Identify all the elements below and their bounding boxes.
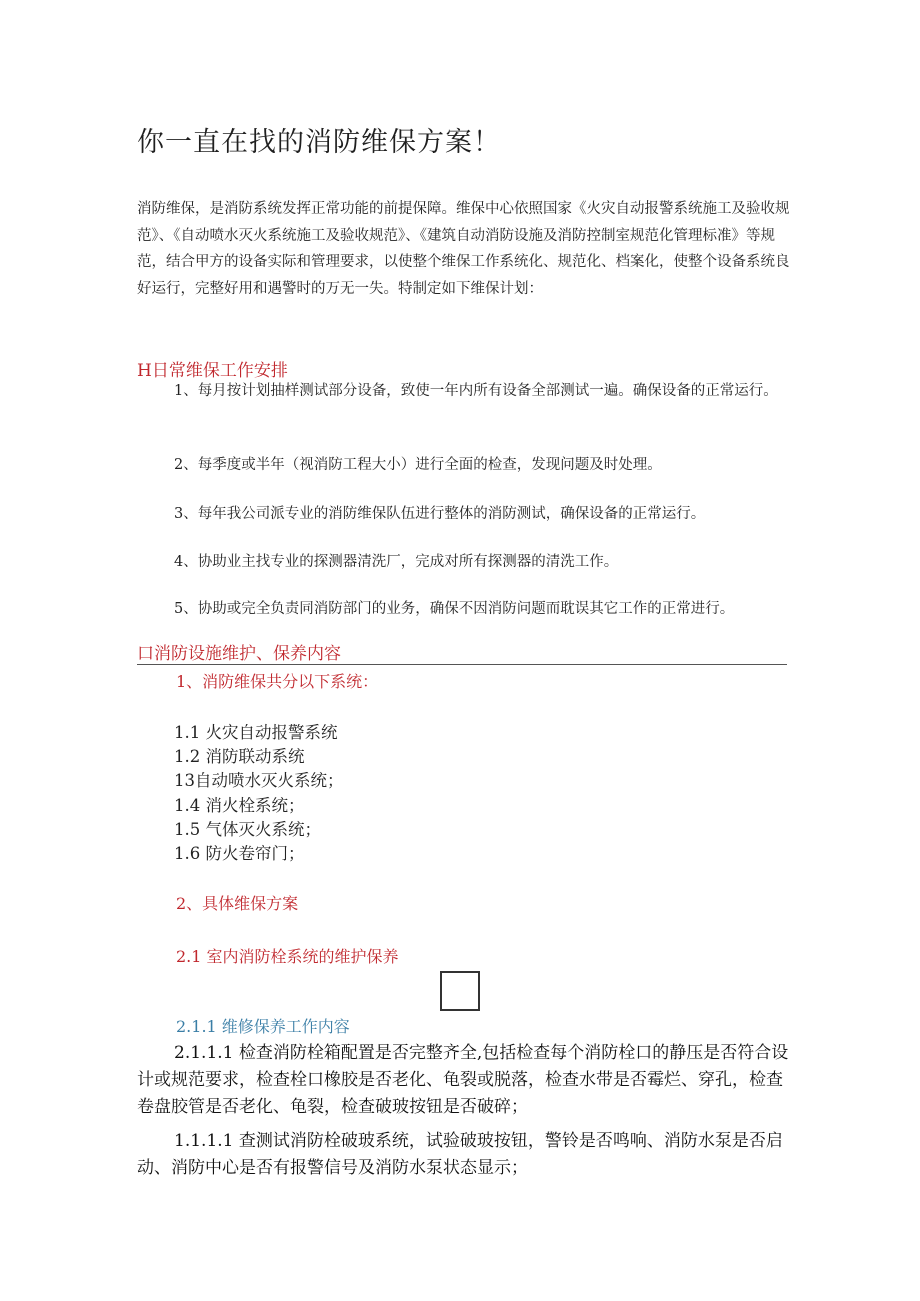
system-item: 1.2 消防联动系统 [174, 747, 305, 766]
page-title: 你一直在找的消防维保方案！ [137, 127, 501, 158]
list-item: 2、每季度或半年（视消防工程大小）进行全面的检查，发现问题及时处理。 [174, 457, 662, 473]
subheading-plan: 2、具体维保方案 [176, 894, 299, 913]
subheading-work-content: 2.1.1 维修保养工作内容 [176, 1017, 350, 1036]
intro-paragraph: 消防维保，是消防系统发挥正常功能的前提保障。维保中心依照国家《火灾自动报警系统施工及验收规范》、《自动喷水灭火系统施工及验收规范》、《建筑自动消防设施及消防控制室规范化管理标准》等规范，结合甲方的设备实际和管理要求，以使整个维保工作系统化、规范化、档案化，使整个设备系统良好运行，完整好用和遇警时的万无一失。特制定如下维保计划： [137, 201, 790, 297]
checkbox-placeholder-icon [440, 971, 480, 1011]
paragraph-test-hydrant: 1.1.1.1 查测试消防栓破玻系统，试验破玻按钮，警铃是否鸣响、消防水泵是否启动、消防中心是否有报警信号及消防水泵状态显示； [137, 1131, 783, 1178]
system-item: 1.4 消火栓系统； [174, 796, 305, 815]
section-divider [137, 664, 787, 665]
system-item: 1.6 防火卷帘门； [174, 844, 305, 863]
system-item: 1.5 气体灭火系统； [174, 820, 321, 839]
list-item: 1、每月按计划抽样测试部分设备，致使一年内所有设备全部测试一遍。确保设备的正常运行。 [174, 383, 778, 399]
paragraph-check-hydrant: 2.1.1.1 检查消防栓箱配置是否完整齐全,包括检查每个消防栓口的静压是否符合设计或规范要求，检查栓口橡胶是否老化、龟裂或脱落，检查水带是否霉烂、穿孔，检查卷盘胶管是否老化、龟裂，检查破玻按钮是否破碎； [137, 1043, 789, 1117]
subheading-systems: 1、消防维保共分以下系统： [176, 672, 379, 691]
section-heading-facility-maintenance: 口消防设施维护、保养内容 [137, 644, 341, 664]
list-item: 4、协助业主找专业的探测器清洗厂，完成对所有探测器的清洗工作。 [174, 554, 619, 570]
list-item: 5、协助或完全负责同消防部门的业务，确保不因消防问题而耽误其它工作的正常进行。 [174, 601, 735, 617]
section-heading-daily-maintenance: H日常维保工作安排 [137, 361, 288, 381]
list-item: 3、每年我公司派专业的消防维保队伍进行整体的消防测试，确保设备的正常运行。 [174, 506, 706, 522]
system-item: 13自动喷水灭火系统； [174, 771, 344, 790]
subheading-hydrant-system: 2.1 室内消防栓系统的维护保养 [176, 947, 399, 966]
system-item: 1.1 火灾自动报警系统 [174, 723, 338, 742]
